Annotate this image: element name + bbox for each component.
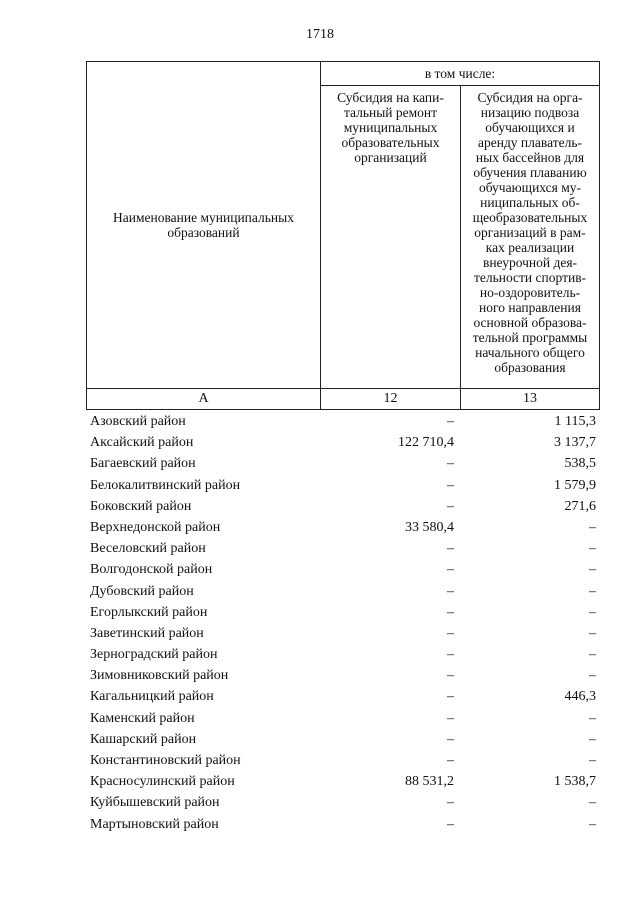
row-value-12: –	[447, 562, 454, 578]
header-index-12: 12	[321, 389, 461, 409]
row-value-12: –	[447, 816, 454, 832]
row-value-12: –	[447, 647, 454, 663]
row-name: Заветинский район	[90, 625, 204, 641]
table-row	[0, 687, 640, 708]
table-row	[0, 815, 640, 836]
header-column-13	[461, 86, 599, 389]
header-including: в том числе:	[321, 62, 599, 86]
row-value-12: –	[447, 477, 454, 493]
row-name: Аксайский район	[90, 435, 194, 451]
table-row	[0, 751, 640, 772]
row-name: Веселовский район	[90, 541, 206, 557]
row-value-13: 446,3	[564, 689, 596, 705]
header-col13-line: низацию подвоза	[480, 105, 580, 120]
header-col13-line: основной образова-	[473, 315, 587, 330]
table-row	[0, 454, 640, 475]
table-row	[0, 560, 640, 581]
header-col13-line: образования	[494, 360, 566, 375]
table-row	[0, 603, 640, 624]
row-value-13: –	[589, 625, 596, 641]
row-value-12: –	[447, 625, 454, 641]
header-col13-line: ного направления	[479, 300, 581, 315]
table-row	[0, 624, 640, 645]
header-col13-line: обучающихся му-	[478, 180, 582, 195]
row-name: Волгодонской район	[90, 562, 213, 578]
row-value-12: –	[447, 498, 454, 514]
row-value-12: –	[447, 541, 454, 557]
table-row	[0, 412, 640, 433]
table-row	[0, 730, 640, 751]
row-value-12: –	[447, 456, 454, 472]
row-name: Кагальницкий район	[90, 689, 214, 705]
row-value-12: –	[447, 604, 454, 620]
row-value-12: 88 531,2	[405, 774, 454, 790]
row-value-13: 1 115,3	[554, 414, 596, 429]
row-value-12: –	[447, 414, 454, 429]
table-row	[0, 709, 640, 730]
header-col13-line: внеурочной дея-	[482, 255, 578, 270]
row-value-13: –	[589, 562, 596, 578]
row-value-12: –	[447, 731, 454, 747]
row-name: Красносулинский район	[90, 774, 235, 790]
row-value-13: –	[589, 816, 596, 832]
header-col13-line: тельности спортив-	[473, 270, 587, 285]
header-col13-line: щеобразовательных	[472, 210, 588, 225]
header-col13-line: обучения плаванию	[473, 165, 587, 180]
row-name: Белокалитвинский район	[90, 477, 241, 493]
header-index-a: А	[87, 389, 321, 409]
row-name: Боковский район	[90, 498, 192, 514]
row-name: Куйбышевский район	[90, 795, 220, 811]
header-col12-line: муниципальных	[343, 120, 438, 135]
row-name: Мартыновский район	[90, 816, 219, 832]
header-col13-line: но-оздоровитель-	[479, 285, 581, 300]
row-name: Егорлыкский район	[90, 604, 208, 620]
header-col13-line: Субсидия на орга-	[477, 90, 583, 105]
table-header	[86, 61, 600, 410]
row-name: Каменский район	[90, 710, 195, 726]
row-value-12: –	[447, 795, 454, 811]
row-value-13: 1 538,7	[554, 774, 596, 790]
header-col13-line: ных бассейнов для	[475, 150, 585, 165]
header-col13-line: ниципальных об-	[480, 195, 580, 210]
row-value-13: 3 137,7	[554, 435, 596, 451]
header-column-12	[321, 86, 461, 389]
row-value-12: 33 580,4	[405, 519, 454, 535]
row-value-13: –	[589, 583, 596, 599]
header-name-column: Наименование муниципальных образований	[87, 62, 321, 389]
row-value-12: –	[447, 710, 454, 726]
table-row	[0, 666, 640, 687]
table-body	[0, 412, 640, 836]
row-value-13: 1 579,9	[554, 477, 596, 493]
row-value-13: –	[589, 710, 596, 726]
header-col13-line: организаций в рам-	[474, 225, 586, 240]
row-name: Багаевский район	[90, 456, 196, 472]
header-col13-line: ках реализации	[485, 240, 575, 255]
table-row	[0, 539, 640, 560]
row-name: Константиновский район	[90, 753, 241, 768]
row-name: Зимовниковский район	[90, 668, 229, 684]
row-value-13: –	[589, 795, 596, 811]
row-value-13: –	[589, 541, 596, 557]
header-col12-line: образовательных	[341, 135, 440, 150]
table-row	[0, 433, 640, 454]
table-row	[0, 476, 640, 497]
table-row	[0, 793, 640, 814]
header-col13-line: обучающихся и	[485, 120, 575, 135]
row-name: Верхнедонской район	[90, 519, 221, 535]
header-col13-line: тельной программы	[472, 330, 588, 345]
row-value-13: –	[589, 731, 596, 747]
row-value-13: –	[589, 668, 596, 684]
table-row	[0, 497, 640, 518]
header-col12-line: организаций	[354, 150, 427, 165]
row-name: Азовский район	[90, 414, 186, 429]
row-name: Кашарский район	[90, 731, 197, 747]
row-value-13: –	[589, 753, 596, 768]
table-row	[0, 645, 640, 666]
header-col12-line: тальный ремонт	[343, 105, 438, 120]
row-value-12: –	[447, 689, 454, 705]
row-value-13: 271,6	[564, 498, 596, 514]
header-col13-line: начального общего	[475, 345, 585, 360]
page-number: 1718	[306, 27, 334, 42]
header-index-13: 13	[523, 391, 537, 406]
row-value-12: –	[447, 753, 454, 768]
row-value-13: 538,5	[564, 456, 596, 472]
header-col13-line: аренду плаватель-	[477, 135, 583, 150]
row-value-12: 122 710,4	[398, 435, 454, 451]
row-value-13: –	[589, 604, 596, 620]
row-name: Зерноградский район	[90, 647, 218, 663]
row-value-12: –	[447, 583, 454, 599]
row-value-12: –	[447, 668, 454, 684]
row-name: Дубовский район	[90, 583, 194, 599]
table-row	[0, 772, 640, 793]
header-col12-line: Субсидия на капи-	[337, 90, 444, 105]
row-value-13: –	[589, 647, 596, 663]
table-row	[0, 582, 640, 603]
table-row	[0, 518, 640, 539]
row-value-13: –	[589, 519, 596, 535]
